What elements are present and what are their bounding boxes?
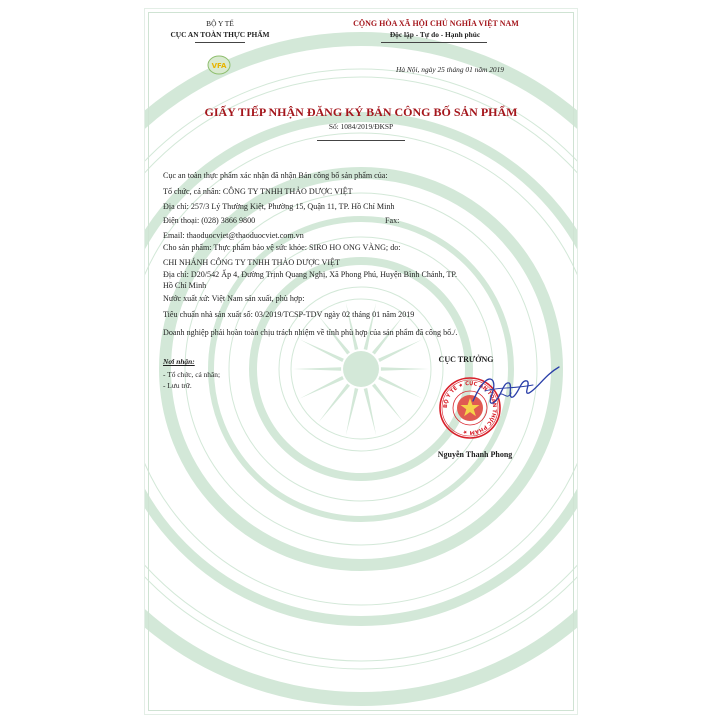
vfa-logo-icon — [207, 53, 231, 77]
address-line: Địa chỉ: 257/3 Lý Thường Kiệt, Phường 15, Quận 11, TP. Hồ Chí Minh — [163, 202, 395, 211]
document-title: GIẤY TIẾP NHẬN ĐĂNG KÝ BẢN CÔNG BỐ SẢN PHẨM — [204, 105, 518, 119]
recipients-label: Nơi nhận: — [163, 357, 195, 366]
handwritten-signature — [463, 361, 561, 413]
stamp-lettering: BỘ Y TẾ ★ CỤC AN TOÀN THỰC PHẨM ★ — [442, 380, 498, 436]
branch-line: CHI NHÁNH CÔNG TY TNHH THẢO DƯỢC VIỆT — [163, 258, 340, 267]
logo-lettering: VFA — [211, 62, 227, 70]
drum-ray — [364, 388, 376, 435]
drum-ray — [346, 388, 358, 435]
department-name: CỤC AN TOÀN THỰC PHẨM — [170, 30, 270, 39]
organization-line: Tổ chức, cá nhân: CÔNG TY TNHH THẢO DƯỢC VIỆT — [163, 187, 353, 196]
drum-ray — [319, 383, 350, 422]
standard-line: Tiêu chuẩn nhà sản xuất số: 03/2019/TCSP-TDV ngày 02 tháng 01 năm 2019 — [163, 310, 415, 319]
recipient-item: - Lưu trữ. — [163, 381, 192, 390]
origin-line: Nước xuất xứ: Việt Nam sản xuất, phù hợp: — [163, 294, 305, 303]
drum-ray — [381, 367, 429, 371]
drum-ray — [372, 383, 403, 422]
document-page — [144, 8, 578, 715]
fax-line: Fax: — [385, 216, 400, 225]
responsibility-line: Doanh nghiệp phải hoàn toàn chịu trách nhiệm về tính phù hợp của sản phẩm đã công bố./. — [163, 328, 458, 337]
signer-name: Nguyễn Thanh Phong — [437, 450, 513, 459]
branch-address-line-1: Địa chỉ: D20/542 Ấp 4, Đường Trịnh Quang Nghị, Xã Phong Phú, Huyện Bình Chánh, TP. — [163, 270, 458, 279]
recipient-item: - Tổ chức, cá nhân; — [163, 370, 221, 379]
branch-address-line-2: Hồ Chí Minh — [163, 281, 207, 290]
document-number: Số: 1084/2019/ĐKSP — [328, 122, 394, 131]
signer-role: CỤC TRƯỞNG — [438, 355, 494, 364]
country-name: CỘNG HÒA XÃ HỘI CHỦ NGHĨA VIỆT NAM — [353, 19, 519, 28]
phone-line: Điện thoại: (028) 3866 9800 — [163, 216, 256, 225]
product-line: Cho sản phẩm: Thực phẩm bảo vệ sức khỏe: SIRO HO ONG VÀNG; do: — [163, 243, 401, 252]
drum-ray — [300, 339, 344, 361]
email-line: Email: thaoduocviet@thaoduocviet.com.vn — [163, 231, 304, 240]
drum-ray — [300, 376, 344, 398]
drum-ray — [293, 367, 341, 371]
drum-ray — [378, 376, 422, 398]
ministry-name: BỘ Y TẾ — [206, 19, 234, 28]
intro-line: Cục an toàn thực phẩm xác nhận đã nhận Bản công bố sản phẩm của: — [163, 171, 388, 180]
national-motto: Độc lập - Tự do - Hạnh phúc — [389, 30, 481, 39]
place-date: Hà Nội, ngày 25 tháng 01 năm 2019 — [396, 65, 504, 74]
